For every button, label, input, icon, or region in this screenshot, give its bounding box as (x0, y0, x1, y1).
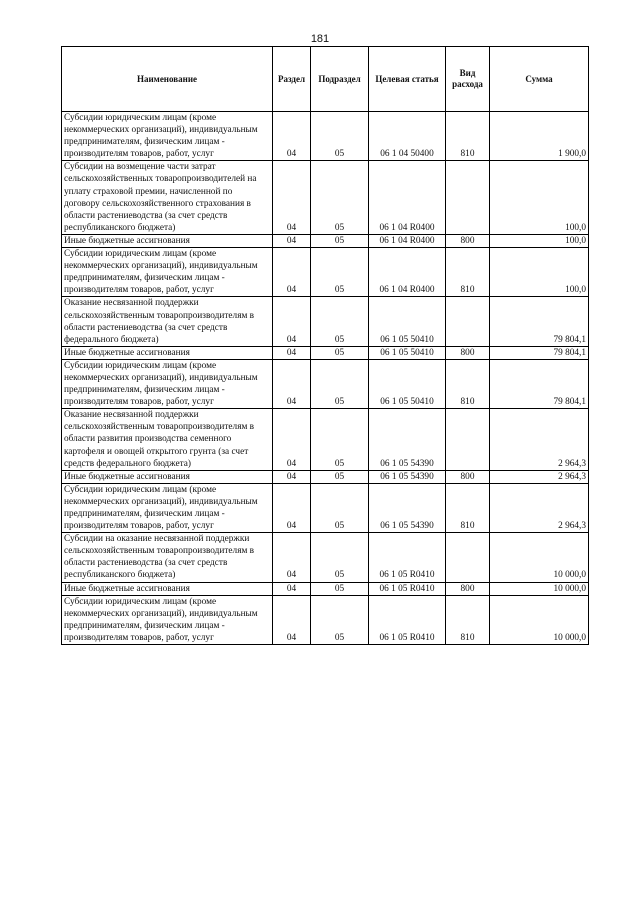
header-subsection: Подраздел (311, 47, 369, 112)
cell-type: 800 (446, 234, 490, 247)
cell-type: 810 (446, 248, 490, 297)
cell-subsection: 05 (311, 483, 369, 532)
header-amount: Сумма (490, 47, 589, 112)
cell-type: 810 (446, 112, 490, 161)
cell-target: 06 1 04 R0400 (369, 248, 446, 297)
cell-section: 04 (273, 595, 311, 644)
cell-name: Субсидии на возмещение части затрат сельскохозяйственных товаропроизводителей на уплату страховой премии, начисленной по договору сельскохозяйственного страхования в области растениеводства (за счет средств республиканского бюджета) (62, 161, 273, 235)
table-row (62, 346, 589, 359)
cell-target: 06 1 05 54390 (369, 483, 446, 532)
table-row (62, 161, 589, 235)
cell-amount: 2 964,3 (490, 409, 589, 470)
cell-section: 04 (273, 359, 311, 408)
cell-type: 800 (446, 582, 490, 595)
cell-amount: 100,0 (490, 161, 589, 235)
cell-type: 810 (446, 359, 490, 408)
cell-type: 800 (446, 470, 490, 483)
cell-section: 04 (273, 470, 311, 483)
cell-name: Субсидии юридическим лицам (кроме некоммерческих организаций), индивидуальным предпринимателям, физическим лицам - производителям товаров, работ, услуг (62, 248, 273, 297)
cell-target: 06 1 05 50410 (369, 297, 446, 346)
table-row (62, 112, 589, 161)
cell-amount: 1 900,0 (490, 112, 589, 161)
table-row (62, 234, 589, 247)
cell-amount: 79 804,1 (490, 359, 589, 408)
cell-type (446, 297, 490, 346)
cell-name: Иные бюджетные ассигнования (62, 470, 273, 483)
cell-section: 04 (273, 346, 311, 359)
cell-target: 06 1 04 50400 (369, 112, 446, 161)
cell-amount: 10 000,0 (490, 582, 589, 595)
table-row (62, 582, 589, 595)
cell-section: 04 (273, 112, 311, 161)
cell-name: Оказание несвязанной поддержки сельскохозяйственным товаропроизводителям в области развития производства семенного картофеля и овощей открытого грунта (за счет средств федерального бюджета) (62, 409, 273, 470)
header-section: Раздел (273, 47, 311, 112)
budget-table (61, 46, 589, 645)
cell-target: 06 1 05 54390 (369, 470, 446, 483)
cell-amount: 100,0 (490, 248, 589, 297)
table-row (62, 297, 589, 346)
header-type: Вид расхода (446, 47, 490, 112)
header-name: Наименование (62, 47, 273, 112)
cell-subsection: 05 (311, 297, 369, 346)
table-row (62, 248, 589, 297)
cell-section: 04 (273, 248, 311, 297)
cell-name: Субсидии юридическим лицам (кроме некоммерческих организаций), индивидуальным предпринимателям, физическим лицам - производителям товаров, работ, услуг (62, 359, 273, 408)
table-row (62, 409, 589, 470)
cell-type (446, 161, 490, 235)
cell-subsection: 05 (311, 533, 369, 582)
cell-subsection: 05 (311, 470, 369, 483)
cell-section: 04 (273, 161, 311, 235)
cell-section: 04 (273, 533, 311, 582)
cell-type: 800 (446, 346, 490, 359)
cell-name: Субсидии юридическим лицам (кроме некоммерческих организаций), индивидуальным предпринимателям, физическим лицам - производителям товаров, работ, услуг (62, 483, 273, 532)
cell-target: 06 1 05 50410 (369, 346, 446, 359)
cell-target: 06 1 04 R0400 (369, 161, 446, 235)
cell-type (446, 533, 490, 582)
header-row (62, 47, 589, 112)
cell-type: 810 (446, 483, 490, 532)
cell-amount: 79 804,1 (490, 346, 589, 359)
cell-name: Оказание несвязанной поддержки сельскохозяйственным товаропроизводителям в области растениеводства (за счет средств федерального бюджета) (62, 297, 273, 346)
cell-amount: 79 804,1 (490, 297, 589, 346)
cell-section: 04 (273, 483, 311, 532)
cell-amount: 10 000,0 (490, 533, 589, 582)
cell-subsection: 05 (311, 161, 369, 235)
table-row (62, 533, 589, 582)
cell-name: Иные бюджетные ассигнования (62, 582, 273, 595)
cell-name: Субсидии на оказание несвязанной поддержки сельскохозяйственным товаропроизводителям в области растениеводства (за счет средств республиканского бюджета) (62, 533, 273, 582)
table-row (62, 595, 589, 644)
cell-type: 810 (446, 595, 490, 644)
cell-subsection: 05 (311, 359, 369, 408)
cell-section: 04 (273, 582, 311, 595)
cell-subsection: 05 (311, 112, 369, 161)
cell-subsection: 05 (311, 248, 369, 297)
cell-subsection: 05 (311, 346, 369, 359)
cell-amount: 2 964,3 (490, 483, 589, 532)
cell-name: Субсидии юридическим лицам (кроме некоммерческих организаций), индивидуальным предпринимателям, физическим лицам - производителям товаров, работ, услуг (62, 595, 273, 644)
page-number: 181 (310, 33, 330, 45)
cell-subsection: 05 (311, 595, 369, 644)
table-row (62, 359, 589, 408)
cell-target: 06 1 05 R0410 (369, 533, 446, 582)
cell-section: 04 (273, 409, 311, 470)
cell-target: 06 1 04 R0400 (369, 234, 446, 247)
table-row (62, 470, 589, 483)
cell-subsection: 05 (311, 234, 369, 247)
cell-target: 06 1 05 50410 (369, 359, 446, 408)
cell-subsection: 05 (311, 409, 369, 470)
cell-name: Иные бюджетные ассигнования (62, 346, 273, 359)
cell-name: Иные бюджетные ассигнования (62, 234, 273, 247)
cell-section: 04 (273, 297, 311, 346)
cell-amount: 2 964,3 (490, 470, 589, 483)
cell-amount: 100,0 (490, 234, 589, 247)
cell-subsection: 05 (311, 582, 369, 595)
cell-section: 04 (273, 234, 311, 247)
header-target: Целевая статья (369, 47, 446, 112)
cell-amount: 10 000,0 (490, 595, 589, 644)
cell-type (446, 409, 490, 470)
cell-target: 06 1 05 R0410 (369, 582, 446, 595)
cell-target: 06 1 05 R0410 (369, 595, 446, 644)
cell-name: Субсидии юридическим лицам (кроме некоммерческих организаций), индивидуальным предпринимателям, физическим лицам - производителям товаров, работ, услуг (62, 112, 273, 161)
table-row (62, 483, 589, 532)
cell-target: 06 1 05 54390 (369, 409, 446, 470)
